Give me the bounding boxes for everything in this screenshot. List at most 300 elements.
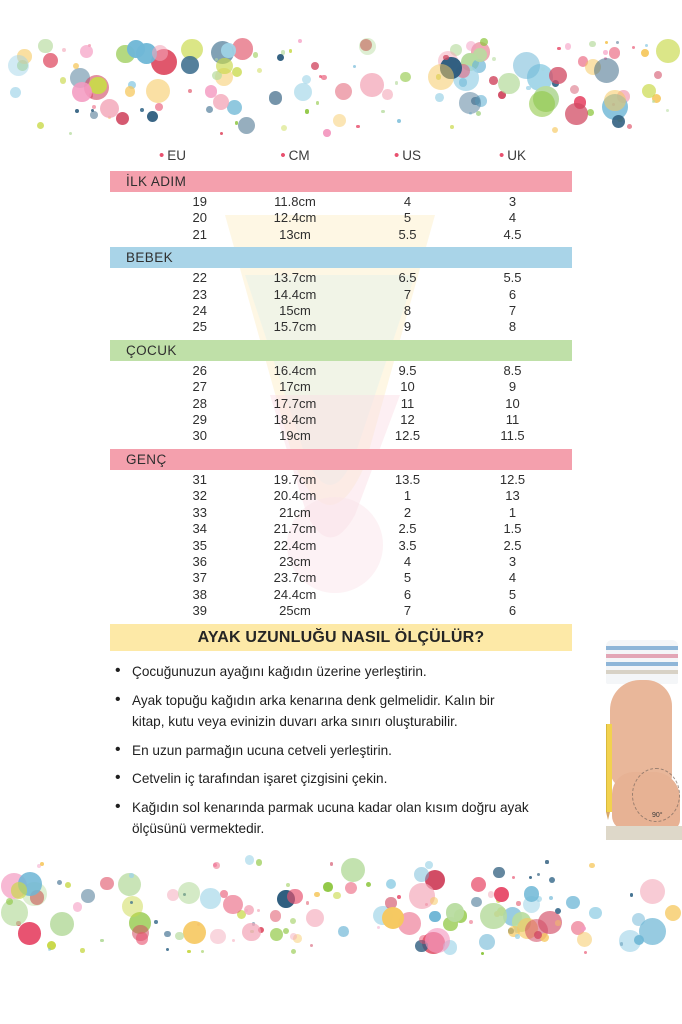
confetti-dot bbox=[187, 950, 190, 953]
table-cell-cm: 22.4cm bbox=[273, 537, 317, 553]
table-cell-cm: 21.7cm bbox=[273, 521, 317, 537]
confetti-dot bbox=[529, 91, 555, 117]
confetti-dot bbox=[40, 862, 44, 866]
confetti-dot bbox=[526, 86, 531, 91]
confetti-dot bbox=[428, 64, 454, 90]
confetti-dot bbox=[356, 125, 360, 129]
confetti-dot bbox=[415, 940, 427, 952]
confetti-dot bbox=[89, 93, 93, 97]
confetti-dot bbox=[640, 879, 665, 904]
confetti-dot bbox=[516, 901, 520, 905]
confetti-dot bbox=[306, 901, 310, 905]
table-cell-eu: 37 bbox=[192, 570, 207, 586]
confetti-dot bbox=[183, 921, 206, 944]
confetti-band-bottom bbox=[0, 855, 682, 955]
confetti-dot bbox=[73, 63, 79, 69]
table-cell-eu: 39 bbox=[192, 603, 207, 619]
confetti-dot bbox=[604, 57, 607, 60]
confetti-dot bbox=[216, 58, 233, 75]
pencil-graphic bbox=[606, 724, 612, 812]
confetti-dot bbox=[323, 129, 330, 136]
confetti-dot bbox=[459, 78, 467, 86]
table-cell-eu: 28 bbox=[192, 395, 207, 411]
confetti-dot bbox=[652, 100, 655, 103]
confetti-dot bbox=[88, 44, 91, 47]
confetti-dot bbox=[471, 877, 486, 892]
confetti-dot bbox=[250, 930, 254, 934]
confetti-dot bbox=[512, 912, 532, 932]
sock-stripe bbox=[606, 646, 678, 650]
confetti-dot bbox=[578, 56, 589, 67]
table-row bbox=[110, 538, 572, 554]
column-header-us-label: US bbox=[402, 148, 422, 163]
confetti-dot bbox=[397, 119, 402, 124]
column-header-cm bbox=[235, 148, 355, 163]
confetti-dot bbox=[221, 43, 236, 58]
confetti-dot bbox=[232, 38, 253, 59]
table-cell-uk: 8.5 bbox=[503, 362, 522, 378]
confetti-dot bbox=[503, 907, 522, 926]
table-cell-uk: 7 bbox=[508, 303, 517, 319]
table-cell-cm: 13cm bbox=[279, 226, 311, 242]
confetti-dot bbox=[515, 934, 519, 938]
confetti-dot bbox=[571, 921, 585, 935]
confetti-dot bbox=[395, 81, 398, 84]
confetti-dot bbox=[335, 83, 352, 100]
confetti-dot bbox=[125, 86, 136, 97]
confetti-dot bbox=[6, 898, 13, 905]
confetti-dot bbox=[553, 100, 558, 105]
confetti-dot bbox=[235, 121, 239, 125]
confetti-dot bbox=[136, 43, 157, 64]
confetti-dot bbox=[237, 910, 246, 919]
confetti-dot bbox=[366, 882, 371, 887]
confetti-dot bbox=[319, 75, 322, 78]
confetti-dot bbox=[122, 896, 143, 917]
confetti-dot bbox=[480, 903, 507, 930]
confetti-dot bbox=[453, 65, 479, 91]
confetti-dot bbox=[537, 873, 540, 876]
confetti-dot bbox=[382, 89, 393, 100]
table-cell-cm: 21cm bbox=[279, 504, 311, 520]
confetti-dot bbox=[381, 110, 385, 114]
confetti-dot bbox=[612, 115, 625, 128]
confetti-dot bbox=[206, 106, 213, 113]
confetti-dot bbox=[642, 84, 656, 98]
sock-stripe bbox=[606, 670, 678, 674]
table-cell-uk: 1.5 bbox=[503, 521, 522, 537]
table-cell-us: 5 bbox=[403, 210, 412, 226]
confetti-dot bbox=[210, 929, 226, 945]
table-cell-cm: 24.4cm bbox=[273, 586, 317, 602]
confetti-dot bbox=[175, 932, 183, 940]
table-cell-us: 13.5 bbox=[394, 471, 421, 487]
confetti-dot bbox=[475, 95, 487, 107]
confetti-dot bbox=[473, 48, 487, 62]
confetti-dot bbox=[116, 112, 129, 125]
confetti-dot bbox=[108, 116, 111, 119]
confetti-dot bbox=[377, 926, 380, 929]
confetti-dot bbox=[534, 931, 542, 939]
confetti-dot bbox=[178, 882, 200, 904]
size-groups bbox=[110, 171, 572, 620]
confetti-dot bbox=[508, 928, 513, 933]
confetti-dot bbox=[435, 93, 444, 102]
table-cell-eu: 20 bbox=[192, 210, 207, 226]
confetti-dot bbox=[529, 876, 532, 879]
confetti-dot bbox=[472, 59, 486, 73]
confetti-dot bbox=[291, 949, 296, 954]
confetti-dot bbox=[536, 896, 542, 902]
confetti-dot bbox=[469, 920, 473, 924]
sock-stripe bbox=[606, 662, 678, 666]
confetti-dot bbox=[338, 926, 349, 937]
confetti-dot bbox=[373, 906, 392, 925]
confetti-dot bbox=[128, 81, 136, 89]
confetti-dot bbox=[62, 48, 66, 52]
confetti-dot bbox=[540, 933, 549, 942]
table-cell-cm: 15.7cm bbox=[273, 319, 317, 335]
confetti-dot bbox=[91, 109, 94, 112]
confetti-dot bbox=[16, 921, 21, 926]
confetti-dot bbox=[154, 920, 158, 924]
column-header-uk-label: UK bbox=[507, 148, 527, 163]
table-row bbox=[110, 587, 572, 603]
confetti-dot bbox=[269, 91, 283, 105]
table-cell-cm: 12.4cm bbox=[273, 210, 317, 226]
how-to-measure-steps bbox=[110, 661, 530, 840]
table-cell-eu: 33 bbox=[192, 504, 207, 520]
confetti-dot bbox=[627, 124, 632, 129]
bullet-icon: • bbox=[498, 147, 505, 164]
confetti-dot bbox=[549, 896, 553, 900]
measure-step: • En uzun parmağın ucuna cetveli yerleştirin. bbox=[110, 740, 530, 762]
confetti-dot bbox=[140, 108, 144, 112]
confetti-dot bbox=[197, 923, 200, 926]
confetti-dot bbox=[11, 882, 28, 899]
confetti-dot bbox=[277, 890, 295, 908]
table-row bbox=[110, 194, 572, 210]
confetti-dot bbox=[223, 895, 243, 915]
size-group-header: BEBEK bbox=[110, 247, 572, 268]
confetti-dot bbox=[585, 59, 601, 75]
size-table bbox=[110, 148, 572, 620]
confetti-dot bbox=[116, 45, 134, 63]
table-cell-uk: 6 bbox=[508, 603, 517, 619]
confetti-dot bbox=[37, 122, 44, 129]
table-cell-us: 2 bbox=[403, 504, 412, 520]
table-cell-eu: 19 bbox=[192, 194, 207, 209]
confetti-dot bbox=[360, 73, 384, 97]
table-cell-eu: 29 bbox=[192, 412, 207, 428]
confetti-dot bbox=[594, 58, 619, 83]
confetti-dot bbox=[549, 67, 567, 85]
confetti-dot bbox=[489, 76, 498, 85]
confetti-dot bbox=[132, 925, 149, 942]
confetti-dot bbox=[488, 891, 494, 897]
confetti-dot bbox=[164, 931, 170, 937]
table-cell-uk: 4.5 bbox=[503, 226, 522, 242]
confetti-dot bbox=[630, 893, 633, 896]
size-group-header: İLK ADIM bbox=[110, 171, 572, 192]
confetti-dot bbox=[136, 932, 148, 944]
confetti-dot bbox=[436, 74, 442, 80]
confetti-dot bbox=[480, 38, 488, 46]
confetti-dot bbox=[552, 127, 558, 133]
table-cell-cm: 19cm bbox=[279, 428, 311, 444]
confetti-dot bbox=[118, 873, 141, 896]
table-cell-us: 1 bbox=[403, 488, 412, 504]
confetti-dot bbox=[220, 890, 228, 898]
table-cell-uk: 10 bbox=[505, 395, 520, 411]
confetti-dot bbox=[84, 75, 109, 100]
confetti-dot bbox=[508, 926, 519, 937]
measure-step: • Cetvelin iç tarafından işaret çizgisini çekin. bbox=[110, 768, 530, 790]
column-header-eu-label: EU bbox=[167, 148, 187, 163]
table-cell-us: 5 bbox=[403, 570, 412, 586]
confetti-dot bbox=[290, 918, 296, 924]
column-header-us bbox=[355, 148, 460, 163]
confetti-dot bbox=[290, 933, 297, 940]
table-cell-uk: 3 bbox=[508, 194, 517, 209]
confetti-dot bbox=[238, 117, 255, 134]
confetti-dot bbox=[37, 864, 41, 868]
measure-step: • Çocuğunuzun ayağını kağıdın üzerine yerleştirin. bbox=[110, 661, 530, 683]
confetti-dot bbox=[430, 897, 439, 906]
confetti-dot bbox=[127, 40, 145, 58]
confetti-dot bbox=[213, 863, 217, 867]
table-cell-us: 9.5 bbox=[398, 362, 417, 378]
table-row bbox=[110, 227, 572, 243]
confetti-dot bbox=[492, 57, 496, 61]
confetti-dot bbox=[645, 44, 648, 47]
confetti-dot bbox=[215, 58, 218, 61]
pencil-tip bbox=[606, 812, 610, 820]
confetti-dot bbox=[270, 910, 281, 921]
confetti-dot bbox=[605, 41, 608, 44]
confetti-dot bbox=[293, 934, 302, 943]
confetti-dot bbox=[494, 887, 509, 902]
table-cell-cm: 19.7cm bbox=[273, 471, 317, 487]
confetti-dot bbox=[609, 47, 621, 59]
confetti-dot bbox=[227, 100, 242, 115]
confetti-dot bbox=[469, 112, 473, 116]
confetti-dot bbox=[147, 111, 158, 122]
confetti-dot bbox=[414, 867, 429, 882]
confetti-dot bbox=[281, 125, 287, 131]
confetti-dot bbox=[450, 125, 454, 129]
column-header-cm-label: CM bbox=[288, 148, 310, 163]
confetti-dot bbox=[345, 882, 357, 894]
confetti-dot bbox=[30, 890, 45, 905]
confetti-dot bbox=[533, 86, 559, 112]
confetti-dot bbox=[80, 948, 85, 953]
confetti-dot bbox=[205, 85, 217, 97]
confetti-dot bbox=[215, 68, 233, 86]
confetti-dot bbox=[382, 907, 404, 929]
table-row bbox=[110, 603, 572, 619]
confetti-dot bbox=[665, 905, 681, 921]
confetti-dot bbox=[232, 67, 242, 77]
confetti-dot bbox=[433, 883, 439, 889]
confetti-dot bbox=[634, 935, 644, 945]
table-row bbox=[110, 554, 572, 570]
confetti-dot bbox=[256, 859, 262, 865]
confetti-dot bbox=[8, 55, 29, 76]
size-group-rows bbox=[110, 472, 572, 620]
confetti-dot bbox=[181, 39, 202, 60]
confetti-dot bbox=[17, 60, 28, 71]
confetti-dot bbox=[555, 920, 561, 926]
confetti-dot bbox=[281, 50, 285, 54]
confetti-dot bbox=[252, 922, 255, 925]
confetti-dot bbox=[277, 54, 284, 61]
table-cell-cm: 23cm bbox=[279, 553, 311, 569]
confetti-dot bbox=[213, 862, 219, 868]
confetti-dot bbox=[604, 90, 626, 112]
table-cell-uk: 5 bbox=[508, 586, 517, 602]
table-cell-us: 6 bbox=[403, 586, 412, 602]
confetti-dot bbox=[549, 877, 555, 883]
confetti-dot bbox=[479, 934, 495, 950]
table-cell-uk: 11 bbox=[505, 412, 520, 428]
confetti-dot bbox=[574, 96, 587, 109]
confetti-dot bbox=[1, 873, 27, 899]
confetti-dot bbox=[130, 901, 133, 904]
confetti-dot bbox=[302, 75, 312, 85]
confetti-dot bbox=[443, 917, 458, 932]
table-cell-eu: 34 bbox=[192, 521, 207, 537]
confetti-dot bbox=[632, 913, 645, 926]
size-group-rows bbox=[110, 194, 572, 243]
confetti-dot bbox=[525, 919, 549, 943]
confetti-dot bbox=[200, 888, 221, 909]
table-cell-uk: 2.5 bbox=[503, 537, 522, 553]
column-header-eu bbox=[110, 148, 235, 163]
confetti-dot bbox=[166, 948, 169, 951]
confetti-dot bbox=[443, 55, 449, 61]
confetti-dot bbox=[314, 892, 320, 898]
table-cell-eu: 24 bbox=[192, 303, 207, 319]
table-row bbox=[110, 396, 572, 412]
confetti-dot bbox=[397, 895, 401, 899]
table-cell-eu: 36 bbox=[192, 553, 207, 569]
confetti-dot bbox=[245, 855, 254, 864]
confetti-dot bbox=[656, 39, 680, 63]
size-group-rows bbox=[110, 270, 572, 336]
confetti-dot bbox=[151, 49, 177, 75]
confetti-dot bbox=[443, 940, 457, 954]
size-group-header: GENÇ bbox=[110, 449, 572, 470]
table-cell-cm: 14.4cm bbox=[273, 286, 317, 302]
confetti-dot bbox=[310, 944, 313, 947]
confetti-dot bbox=[641, 49, 649, 57]
confetti-dot bbox=[129, 873, 134, 878]
table-cell-uk: 4 bbox=[508, 570, 517, 586]
confetti-dot bbox=[220, 132, 223, 135]
confetti-dot bbox=[498, 73, 519, 94]
confetti-dot bbox=[181, 56, 199, 74]
table-cell-us: 12.5 bbox=[394, 428, 421, 444]
table-cell-eu: 35 bbox=[192, 537, 207, 553]
confetti-dot bbox=[89, 77, 106, 94]
confetti-dot bbox=[92, 105, 96, 109]
confetti-dot bbox=[90, 111, 98, 119]
confetti-dot bbox=[57, 880, 62, 885]
confetti-dot bbox=[620, 942, 623, 945]
confetti-dot bbox=[545, 860, 548, 863]
confetti-dot bbox=[565, 43, 572, 50]
confetti-dot bbox=[494, 911, 500, 917]
confetti-dot bbox=[183, 893, 186, 896]
table-cell-eu: 25 bbox=[192, 319, 207, 335]
table-cell-us: 7 bbox=[403, 603, 412, 619]
confetti-dot bbox=[455, 70, 459, 74]
confetti-dot bbox=[616, 41, 619, 44]
confetti-dot bbox=[654, 71, 662, 79]
confetti-dot bbox=[639, 918, 666, 945]
confetti-dot bbox=[257, 68, 262, 73]
angle-label: 90° bbox=[652, 812, 663, 819]
confetti-dot bbox=[523, 896, 540, 913]
table-row bbox=[110, 303, 572, 319]
confetti-dot bbox=[471, 42, 491, 62]
confetti-dot bbox=[333, 114, 346, 127]
bullet-icon: • bbox=[280, 147, 286, 164]
size-group-header: ÇOCUK bbox=[110, 340, 572, 361]
confetti-dot bbox=[212, 71, 221, 80]
table-cell-cm: 17.7cm bbox=[273, 395, 317, 411]
table-cell-cm: 25cm bbox=[279, 603, 311, 619]
table-cell-uk: 1 bbox=[508, 504, 517, 520]
confetti-dot bbox=[409, 883, 435, 909]
table-row bbox=[110, 472, 572, 488]
confetti-dot bbox=[456, 64, 470, 78]
how-to-measure-title: AYAK UZUNLUĞU NASIL ÖLÇÜLÜR? bbox=[110, 624, 572, 651]
table-cell-cm: 11.8cm bbox=[274, 194, 316, 209]
confetti-dot bbox=[330, 862, 334, 866]
confetti-dot bbox=[333, 892, 340, 899]
confetti-dot bbox=[584, 951, 587, 954]
confetti-dot bbox=[270, 928, 283, 941]
confetti-dot bbox=[146, 79, 170, 103]
confetti-dot bbox=[552, 80, 559, 87]
confetti-dot bbox=[476, 111, 481, 116]
table-row bbox=[110, 270, 572, 286]
confetti-dot bbox=[471, 97, 479, 105]
how-to-measure-section bbox=[110, 624, 572, 847]
confetti-dot bbox=[603, 50, 608, 55]
confetti-dot bbox=[341, 858, 365, 882]
confetti-dot bbox=[617, 116, 623, 122]
table-cell-us: 4 bbox=[403, 194, 412, 209]
confetti-dot bbox=[461, 53, 479, 71]
confetti-dot bbox=[129, 912, 151, 934]
table-cell-eu: 32 bbox=[192, 488, 207, 504]
confetti-dot bbox=[557, 47, 560, 50]
confetti-dot bbox=[589, 863, 594, 868]
bullet-icon: • bbox=[158, 147, 165, 164]
confetti-dot bbox=[18, 872, 42, 896]
confetti-dot bbox=[619, 930, 640, 951]
sock-graphic bbox=[606, 640, 678, 684]
confetti-dot bbox=[514, 927, 520, 933]
confetti-dot bbox=[612, 103, 615, 106]
confetti-dot bbox=[422, 932, 444, 954]
confetti-dot bbox=[245, 909, 248, 912]
confetti-dot bbox=[497, 907, 506, 916]
foot-measure-photo bbox=[606, 640, 682, 840]
